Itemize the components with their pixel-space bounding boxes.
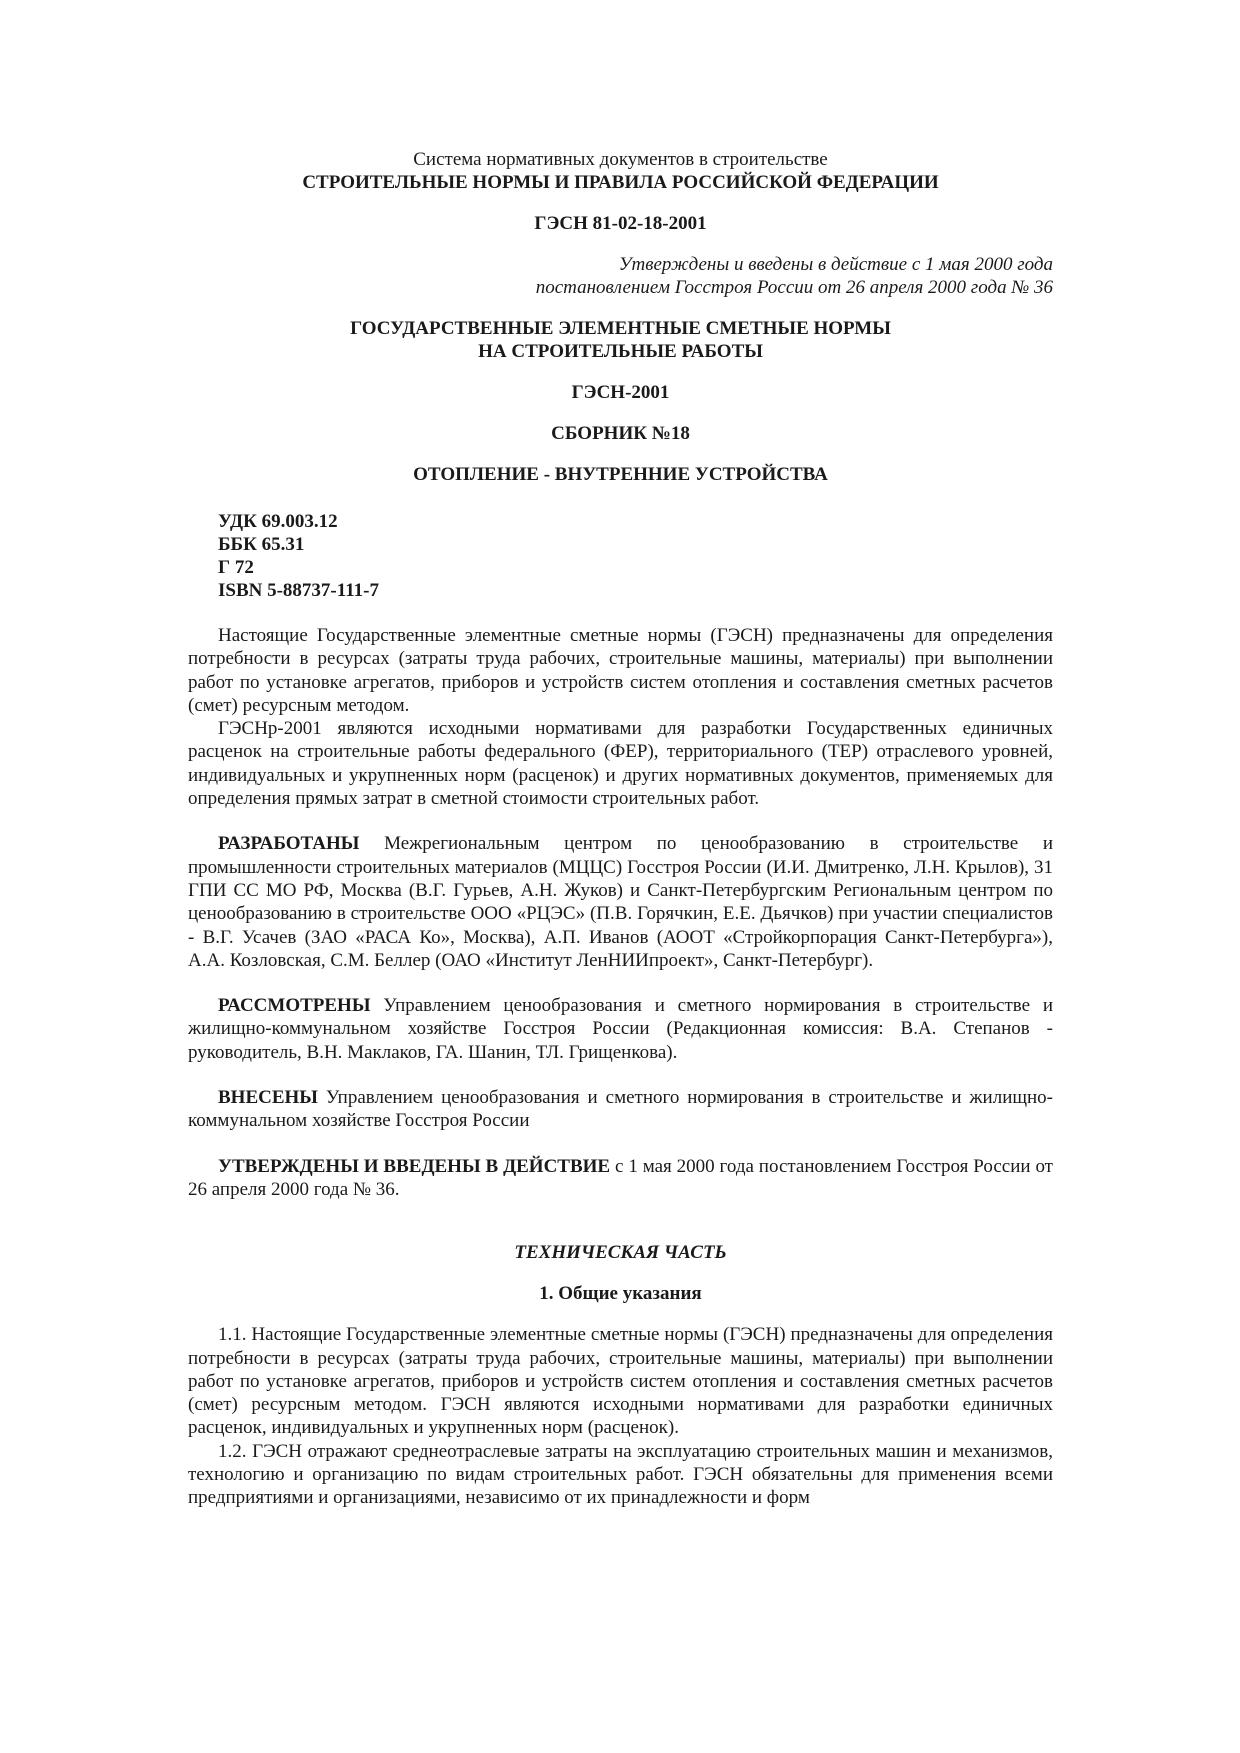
short-code: ГЭСН-2001 [571, 382, 670, 403]
g-code: Г 72 [218, 557, 254, 578]
approved-lead: УТВЕРЖДЕНЫ И ВВЕДЕНЫ В ДЕЙСТВИЕ [218, 1155, 611, 1177]
submitted-paragraph [188, 1086, 1053, 1133]
collection-subject: ОТОПЛЕНИЕ - ВНУТРЕННИЕ УСТРОЙСТВА [413, 464, 828, 485]
main-title-line-2: НА СТРОИТЕЛЬНЫЕ РАБОТЫ [478, 341, 763, 362]
developed-text: Межрегиональным центром по ценообразованию в строительстве и промышленности строительных материалов (МЦЦС) Госстроя России (И.И. Дмитренко, Л.Н. Крылов), 31 ГПИ СС МО РФ, Москва (В.Г. Гурьев, А.Н. Жуков) и Санкт-Петербургским Региональным центром по ценообразованию в строительстве ООО «РЦЭС» (П.В. Горячкин, Е.Е. Дьячков) при участии специалистов - В.Г. Усачев (ЗАО «РАСА Ко», Москва), А.П. Иванов (АООТ «Стройкорпорация Санкт-Петербурга»), А.А. Козловская, С.М. Беллер (ОАО «Институт ЛенНИИпроект», Санкт-Петербург). [188, 833, 1053, 971]
main-title-line-1: ГОСУДАРСТВЕННЫЕ ЭЛЕМЕНТНЫЕ СМЕТНЫЕ НОРМЫ [350, 318, 891, 339]
document-page [188, 148, 1053, 1510]
approval-line-1: Утверждены и введены в действие с 1 мая 2000 года [618, 254, 1053, 275]
reviewed-lead: РАССМОТРЕНЫ [218, 995, 371, 1017]
reviewed-text: Управлением ценообразования и сметного нормирования в строительстве и жилищно-коммунальном хозяйстве Госстроя России (Редакционная комиссия: В.А. Степанов - руководитель, В.Н. Маклаков, ГА. Шанин, ТЛ. Грищенкова). [188, 995, 1053, 1063]
submitted-lead: ВНЕСЕНЫ [218, 1087, 318, 1109]
developed-lead: РАЗРАБОТАНЫ [218, 833, 360, 855]
reviewed-paragraph [188, 994, 1053, 1064]
general-section-title: 1. Общие указания [539, 1283, 702, 1305]
technical-part-title: ТЕХНИЧЕСКАЯ ЧАСТЬ [514, 1242, 727, 1264]
approved-paragraph [188, 1155, 1053, 1202]
developed-paragraph [188, 832, 1053, 972]
submitted-text: Управлением ценообразования и сметного нормирования в строительстве и жилищно-коммунальном хозяйстве Госстроя России [188, 1087, 1053, 1132]
isbn-code: ISBN 5-88737-111-7 [218, 580, 379, 601]
clause-1-2: 1.2. ГЭСН отражают среднеотраслевые затраты на эксплуатацию строительных машин и механизмов, технологию и организацию по видам строительных работ. ГЭСН обязательны для применения всеми предприятиями и организациями, независимо от их принадлежности и форм [188, 1440, 1053, 1509]
clause-1-1: 1.1. Настоящие Государственные элементные сметные нормы (ГЭСН) предназначены для определения потребности в ресурсах (затраты труда рабочих, строительные машины, материалы) при выполнении работ по установке агрегатов, приборов и устройств систем отопления и составления сметных расчетов (смет) ресурсным методом. ГЭСН являются исходными нормативами для разработки единичных расценок, индивидуальных и укрупненных норм (расценок). [188, 1324, 1053, 1439]
collection-number: СБОРНИК №18 [551, 423, 690, 444]
approved-text: с 1 мая 2000 года постановлением Госстроя России от 26 апреля 2000 года № 36. [188, 1155, 1053, 1200]
document-code: ГЭСН 81-02-18-2001 [534, 213, 707, 234]
document-title: СТРОИТЕЛЬНЫЕ НОРМЫ И ПРАВИЛА РОССИЙСКОЙ ФЕДЕРАЦИИ [302, 172, 939, 193]
udk-code: УДК 69.003.12 [218, 511, 338, 532]
intro-paragraph-2: ГЭСНр-2001 являются исходными нормативами для разработки Государственных единичных расценок на строительные работы федерального (ФЕР), территориального (ТЕР) отраслевого уровней, индивидуальных и укрупненных норм (расценок) и других нормативных документов, применяемых для определения прямых затрат в сметной стоимости строительных работ. [188, 718, 1053, 810]
classification-codes [188, 510, 1053, 602]
system-title: Система нормативных документов в строительстве [413, 149, 828, 170]
approval-line-2: постановлением Госстроя России от 26 апреля 2000 года № 36 [535, 277, 1053, 298]
intro-paragraph-1: Настоящие Государственные элементные сметные нормы (ГЭСН) предназначены для определения потребности в ресурсах (затраты труда рабочих, строительные машины, материалы) при выполнении работ по установке агрегатов, приборов и устройств систем отопления и составления сметных расчетов (смет) ресурсным методом. [188, 625, 1053, 716]
bbk-code: ББК 65.31 [218, 534, 305, 555]
